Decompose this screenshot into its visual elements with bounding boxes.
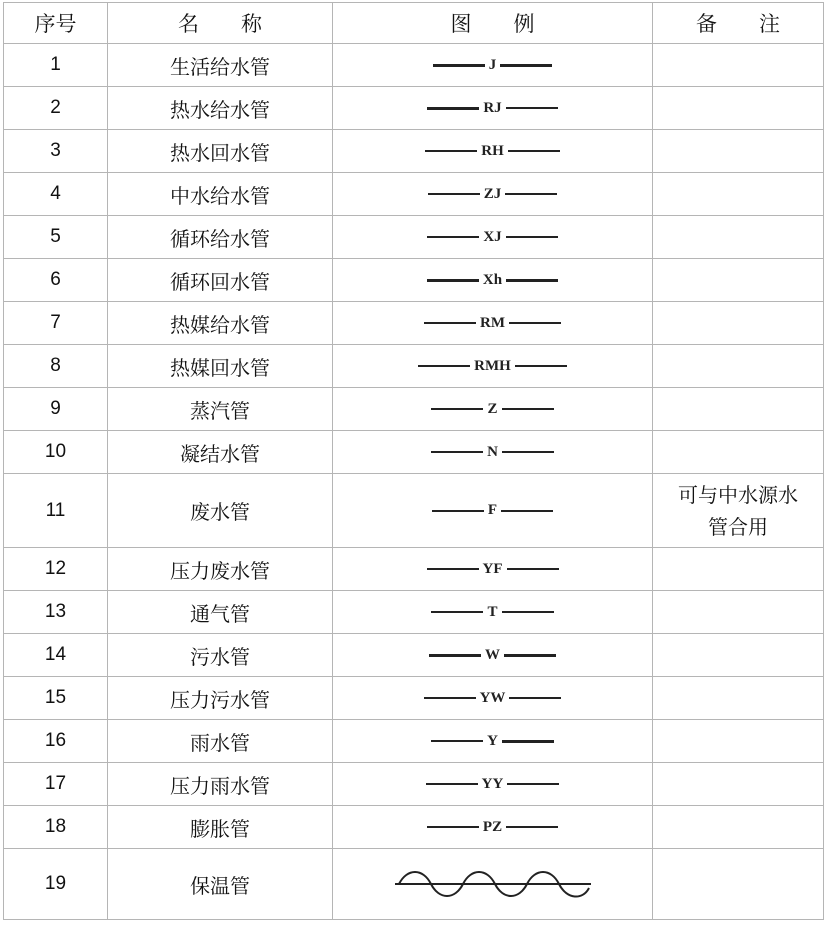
pipe-symbol (333, 173, 653, 216)
row-number: 7 (4, 302, 108, 345)
note-cell (653, 173, 824, 216)
pipe-name: 蒸汽管 (108, 388, 333, 431)
pipe-symbol (333, 216, 653, 259)
pipe-name: 污水管 (108, 634, 333, 677)
pipe-symbol (333, 474, 653, 548)
row-number: 13 (4, 591, 108, 634)
pipe-symbol (333, 130, 653, 173)
pipe-name: 压力雨水管 (108, 763, 333, 806)
row-number: 4 (4, 173, 108, 216)
table-row (4, 763, 824, 806)
pipe-symbol (333, 431, 653, 474)
row-number: 17 (4, 763, 108, 806)
row-number: 14 (4, 634, 108, 677)
pipe-code: J (488, 56, 497, 73)
pipe-name: 雨水管 (108, 720, 333, 763)
pipe-symbol (333, 44, 653, 87)
table-row (4, 431, 824, 474)
table-row (4, 44, 824, 87)
table-row (4, 677, 824, 720)
table-row (4, 720, 824, 763)
table-row (4, 388, 824, 431)
table-row (4, 173, 824, 216)
header-name: 名 称 (108, 3, 333, 44)
note-cell (653, 44, 824, 87)
row-number: 8 (4, 345, 108, 388)
pipe-name: 热水给水管 (108, 87, 333, 130)
row-number: 19 (4, 849, 108, 920)
note-cell (653, 677, 824, 720)
note-cell (653, 806, 824, 849)
pipe-name: 热水回水管 (108, 130, 333, 173)
pipe-code: PZ (482, 818, 503, 835)
note-cell (653, 259, 824, 302)
note-cell (653, 720, 824, 763)
pipe-name: 热媒回水管 (108, 345, 333, 388)
pipe-code: XJ (483, 228, 502, 245)
row-number: 2 (4, 87, 108, 130)
pipe-name: 膨胀管 (108, 806, 333, 849)
pipe-symbol (333, 720, 653, 763)
row-number: 16 (4, 720, 108, 763)
wavy-line-icon (393, 864, 593, 904)
table-row (4, 216, 824, 259)
pipe-symbol (333, 259, 653, 302)
note-line: 管合用 (708, 514, 768, 539)
pipe-name: 通气管 (108, 591, 333, 634)
header-no: 序号 (4, 3, 108, 44)
note-cell (653, 345, 824, 388)
pipe-code: RMH (474, 357, 511, 374)
pipe-symbol (333, 634, 653, 677)
row-number: 18 (4, 806, 108, 849)
row-number: 3 (4, 130, 108, 173)
pipe-code: Xh (482, 271, 503, 288)
note-cell (653, 216, 824, 259)
row-number: 1 (4, 44, 108, 87)
note-cell (653, 474, 824, 548)
pipe-symbol (333, 87, 653, 130)
note-cell (653, 130, 824, 173)
table-row (4, 302, 824, 345)
pipe-symbol (333, 548, 653, 591)
note-cell (653, 548, 824, 591)
pipe-symbol (333, 591, 653, 634)
row-number: 10 (4, 431, 108, 474)
table-row (4, 806, 824, 849)
note-cell (653, 302, 824, 345)
row-number: 12 (4, 548, 108, 591)
note-cell (653, 87, 824, 130)
pipe-code: RM (480, 314, 505, 331)
note-cell (653, 591, 824, 634)
note-cell (653, 763, 824, 806)
pipe-code: Y (487, 732, 498, 749)
row-number: 6 (4, 259, 108, 302)
pipe-code: RH (481, 142, 504, 159)
table-row (4, 259, 824, 302)
table-row (4, 345, 824, 388)
row-number: 15 (4, 677, 108, 720)
row-number: 11 (4, 474, 108, 548)
header-symbol: 图 例 (333, 3, 653, 44)
table-row (4, 634, 824, 677)
table-row (4, 87, 824, 130)
table-row (4, 130, 824, 173)
pipe-symbol (333, 388, 653, 431)
table-row (4, 474, 824, 548)
note-cell (653, 634, 824, 677)
header-note: 备 注 (653, 3, 824, 44)
pipe-name: 保温管 (108, 849, 333, 920)
row-number: 9 (4, 388, 108, 431)
pipe-name: 中水给水管 (108, 173, 333, 216)
pipe-name: 压力污水管 (108, 677, 333, 720)
pipe-code: YY (481, 775, 504, 792)
header-row (4, 3, 824, 44)
note-cell (653, 431, 824, 474)
pipe-name: 凝结水管 (108, 431, 333, 474)
note-line: 可与中水源水 (678, 482, 798, 507)
pipe-code: N (487, 443, 498, 460)
pipe-code: F (487, 502, 498, 518)
pipe-legend-table (3, 2, 824, 920)
pipe-code: Z (487, 400, 498, 417)
pipe-code: W (485, 646, 500, 663)
pipe-code: YF (482, 560, 503, 577)
table-row (4, 849, 824, 920)
pipe-symbol (333, 302, 653, 345)
table-row (4, 591, 824, 634)
pipe-symbol (333, 806, 653, 849)
pipe-name: 废水管 (108, 474, 333, 548)
pipe-symbol (333, 677, 653, 720)
pipe-code: ZJ (483, 185, 502, 202)
pipe-symbol (333, 345, 653, 388)
pipe-name: 循环给水管 (108, 216, 333, 259)
pipe-name: 生活给水管 (108, 44, 333, 87)
pipe-code: RJ (483, 99, 502, 116)
row-number: 5 (4, 216, 108, 259)
pipe-name: 压力废水管 (108, 548, 333, 591)
pipe-code: T (487, 603, 498, 620)
pipe-symbol (333, 849, 653, 920)
note-cell (653, 849, 824, 920)
note-cell (653, 388, 824, 431)
table-row (4, 548, 824, 591)
pipe-symbol (333, 763, 653, 806)
pipe-name: 循环回水管 (108, 259, 333, 302)
pipe-name: 热媒给水管 (108, 302, 333, 345)
pipe-code: YW (479, 689, 506, 706)
